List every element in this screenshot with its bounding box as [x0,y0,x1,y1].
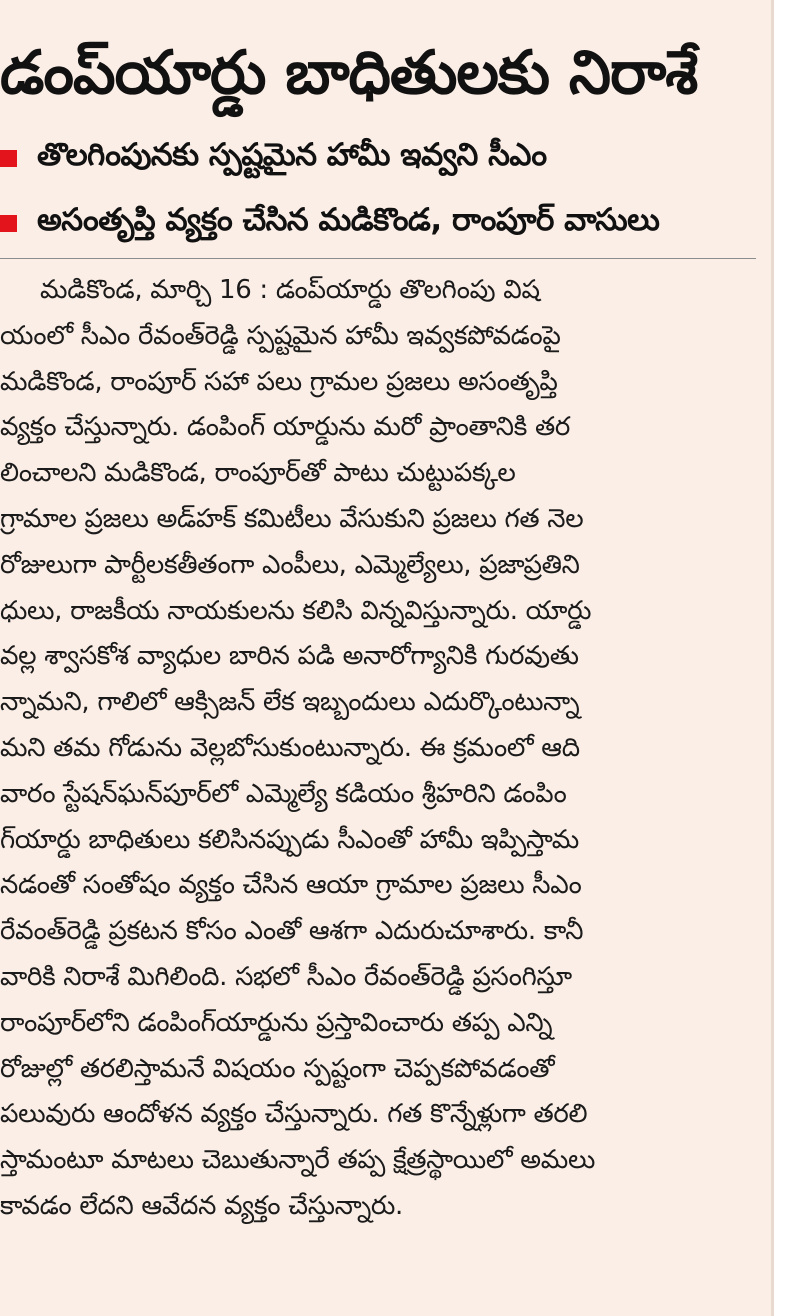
body-line: యంలో సీఎం రేవంత్‌రెడ్డి స్పష్టమైన హామీ ఇవ్వకపోవడంపై [0,320,561,351]
body-line: ధులు, రాజకీయ నాయకులను కలిసి విన్నవిస్తున్నారు. యార్డు [0,595,592,626]
article-headline: డంప్‌యార్డు బాధితులకు నిరాశే [0,38,698,108]
body-line: న్నామని, గాలిలో ఆక్సిజన్ లేక ఇబ్బందులు ఎదుర్కొంటున్నా [0,687,580,718]
red-square-bullet-icon [0,215,17,232]
body-line: కావడం లేదని ఆవేదన వ్యక్తం చేస్తున్నారు. [0,1190,403,1221]
article-body [0,268,752,1230]
body-line: మని తమ గోడును వెల్లబోసుకుంటున్నారు. ఈ క్రమంలో ఆది [0,732,580,763]
body-line: లించాలని మడికొండ, రాంపూర్‌తో పాటు చుట్టుపక్కల [0,458,516,489]
subhead-1-text: తొలగింపునకు స్పష్టమైన హామీ ఇవ్వని సీఎం [37,136,547,173]
body-line: నడంతో సంతోషం వ్యక్తం చేసిన ఆయా గ్రామాల ప్రజలు సీఎం [0,870,582,901]
body-line: వ్యక్తం చేస్తున్నారు. డంపింగ్ యార్డును మరో ప్రాంతానికి తర [0,412,571,443]
page-margin [774,0,800,1316]
body-line: వల్ల శ్వాసకోశ వ్యాధుల బారిన పడి అనారోగ్యానికి గురవుతు [0,641,579,672]
body-line: మడికొండ, రాంపూర్ సహా పలు గ్రామల ప్రజలు అసంతృప్తి [0,366,558,397]
subhead-2 [0,195,770,251]
subhead-1 [0,130,770,186]
body-line: స్తామంటూ మాటలు చెబుతున్నారే తప్ప క్షేత్రస్థాయిలో అమలు [0,1145,596,1176]
body-line: వారికి నిరాశే మిగిలింది. సభలో సీఎం రేవంత్‌రెడ్డి ప్రసంగిస్తూ [0,961,572,992]
subhead-2-text: అసంతృప్తి వ్యక్తం చేసిన మడికొండ, రాంపూర్ వాసులు [37,201,660,238]
body-line: మడికొండ, మార్చి 16 : డంప్‌యార్డు తొలగింపు విష [40,275,540,305]
body-line: వారం స్టేషన్‌ఘన్‌పూర్‌లో ఎమ్మెల్యే కడియం శ్రీహరిని డంపిం [0,778,567,809]
body-line: రేవంత్‌రెడ్డి ప్రకటన కోసం ఎంతో ఆశగా ఎదురుచూశారు. కానీ [0,916,584,947]
body-line: పలువురు ఆందోళన వ్యక్తం చేస్తున్నారు. గత కొన్నేళ్లుగా తరలి [0,1099,588,1130]
body-line: రోజుల్లో తరలిస్తామనే విషయం స్పష్టంగా చెప్పకపోవడంతో [0,1053,555,1084]
divider [0,258,756,259]
body-line: రాంపూర్‌లోని డంపింగ్‌యార్డును ప్రస్తావించారు తప్ప ఎన్ని [0,1007,553,1038]
body-line: గ్రామాల ప్రజలు అడ్‌హక్ కమిటీలు వేసుకుని ప్రజలు గత నెల [0,503,584,534]
red-square-bullet-icon [0,150,17,167]
body-line: గ్‌యార్డు బాధితులు కలిసినప్పుడు సీఎంతో హామీ ఇప్పిస్తామ [0,824,579,855]
body-line: రోజులుగా పార్టీలకతీతంగా ఎంపీలు, ఎమ్మెల్యేలు, ప్రజాప్రతిని [0,549,580,580]
